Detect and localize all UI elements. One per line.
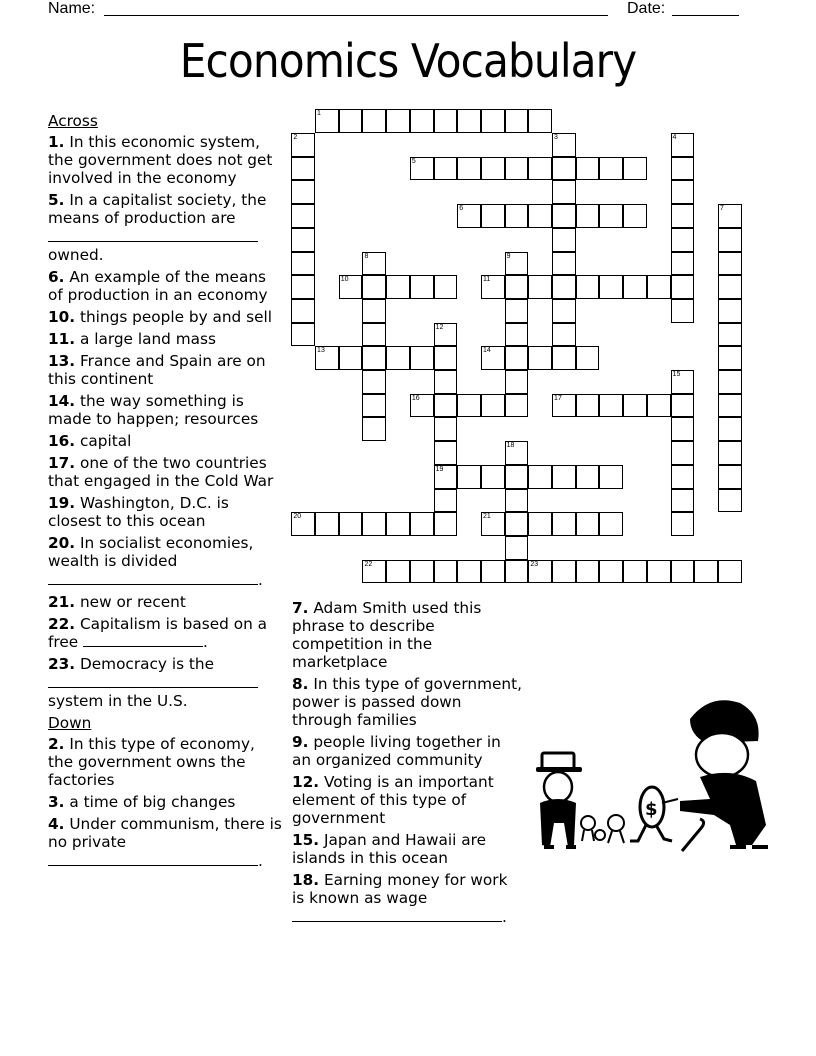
cell-number: 8 <box>364 252 369 260</box>
across-heading: Across <box>48 112 98 130</box>
crossword-cell[interactable] <box>434 275 458 299</box>
crossword-cell[interactable] <box>671 157 695 181</box>
down-clue-list-left <box>48 735 284 870</box>
crossword-cell[interactable] <box>505 489 529 513</box>
clue-number: 20. <box>48 534 76 552</box>
crossword-cell[interactable] <box>434 441 458 465</box>
crossword-cell[interactable] <box>576 394 600 418</box>
cell-number: 20 <box>293 513 302 521</box>
crossword-cell[interactable] <box>647 560 671 584</box>
crossword-cell[interactable] <box>315 109 339 133</box>
crossword-cell[interactable] <box>481 465 505 489</box>
crossword-cell[interactable] <box>505 560 529 584</box>
crossword-cell[interactable] <box>552 465 576 489</box>
clues-column-right <box>292 599 522 930</box>
crossword-cell[interactable] <box>434 512 458 536</box>
cell-number: 21 <box>482 513 491 521</box>
clue-number: 2. <box>48 735 65 753</box>
clue-item: 8. In this type of government, power is passed down through families <box>292 675 522 729</box>
businessmen-money-clipart-icon <box>530 695 770 855</box>
cell-number: 14 <box>482 347 491 355</box>
clue-number: 6. <box>48 268 65 286</box>
crossword-cell[interactable] <box>434 465 458 489</box>
crossword-cell[interactable] <box>434 109 458 133</box>
crossword-cell[interactable] <box>576 512 600 536</box>
crossword-cell[interactable] <box>362 512 386 536</box>
crossword-cell[interactable] <box>671 275 695 299</box>
crossword-cell[interactable] <box>457 204 481 228</box>
crossword-cell[interactable] <box>671 133 695 157</box>
crossword-cell[interactable] <box>718 346 742 370</box>
crossword-cell[interactable] <box>362 323 386 347</box>
crossword-cell[interactable] <box>552 157 576 181</box>
crossword-cell[interactable] <box>481 560 505 584</box>
crossword-cell[interactable] <box>457 109 481 133</box>
crossword-cell[interactable] <box>528 560 552 584</box>
crossword-cell[interactable] <box>718 275 742 299</box>
clue-number: 14. <box>48 392 76 410</box>
clue-item: 6. An example of the means of production in an economy <box>48 268 268 304</box>
clue-item: 11. a large land mass <box>48 330 216 348</box>
crossword-cell[interactable] <box>671 299 695 323</box>
crossword-cell[interactable] <box>386 346 410 370</box>
down-clue-list-right <box>292 599 522 926</box>
crossword-cell[interactable] <box>386 109 410 133</box>
clue-item: 20. In socialist economies, wealth is divided . <box>48 534 263 589</box>
cell-number: 6 <box>459 205 464 213</box>
crossword-cell[interactable] <box>434 417 458 441</box>
crossword-cell[interactable] <box>552 204 576 228</box>
cell-number: 10 <box>340 276 349 284</box>
crossword-cell[interactable] <box>505 394 529 418</box>
clue-number: 1. <box>48 133 65 151</box>
crossword-cell[interactable] <box>671 465 695 489</box>
crossword-cell[interactable] <box>291 275 315 299</box>
crossword-cell[interactable] <box>481 275 505 299</box>
answer-blank <box>48 673 258 688</box>
clue-item: 22. Capitalism is based on a free . <box>48 615 268 651</box>
crossword-cell[interactable] <box>362 370 386 394</box>
crossword-cell[interactable] <box>718 204 742 228</box>
clue-item: 2. In this type of economy, the government owns the factories <box>48 735 255 789</box>
clue-item: 16. capital <box>48 432 132 450</box>
crossword-cell[interactable] <box>552 299 576 323</box>
crossword-cell[interactable] <box>362 560 386 584</box>
cell-number: 2 <box>293 134 298 142</box>
clue-item: 13. France and Spain are on this continent <box>48 352 266 388</box>
crossword-cell[interactable] <box>623 275 647 299</box>
cell-number: 1 <box>317 110 321 118</box>
name-blank-line[interactable] <box>104 15 608 16</box>
crossword-cell[interactable] <box>291 133 315 157</box>
crossword-cell[interactable] <box>362 252 386 276</box>
date-blank-line[interactable] <box>672 15 739 16</box>
crossword-cell[interactable] <box>671 252 695 276</box>
crossword-cell[interactable] <box>528 157 552 181</box>
cell-number: 22 <box>364 560 373 568</box>
crossword-cell[interactable] <box>362 109 386 133</box>
cell-number: 15 <box>672 371 681 379</box>
crossword-cell[interactable] <box>528 109 552 133</box>
clue-item: 10. things people by and sell <box>48 308 273 326</box>
crossword-cell[interactable] <box>718 323 742 347</box>
crossword-cell[interactable] <box>410 346 434 370</box>
crossword-cell[interactable] <box>362 299 386 323</box>
crossword-cell[interactable] <box>505 157 529 181</box>
clue-number: 11. <box>48 330 76 348</box>
crossword-cell[interactable] <box>505 536 529 560</box>
crossword-cell[interactable] <box>718 370 742 394</box>
crossword-cell[interactable] <box>552 252 576 276</box>
crossword-cell[interactable] <box>671 370 695 394</box>
crossword-cell[interactable] <box>671 180 695 204</box>
crossword-cell[interactable] <box>505 299 529 323</box>
crossword-cell[interactable] <box>599 465 623 489</box>
crossword-cell[interactable] <box>623 394 647 418</box>
crossword-cell[interactable] <box>552 323 576 347</box>
crossword-cell[interactable] <box>410 109 434 133</box>
clue-number: 19. <box>48 494 76 512</box>
crossword-cell[interactable] <box>623 560 647 584</box>
clue-item: 1. In this economic system, the government does not get involved in the economy <box>48 133 273 187</box>
crossword-cell[interactable] <box>362 275 386 299</box>
clue-number: 21. <box>48 593 76 611</box>
crossword-cell[interactable] <box>599 394 623 418</box>
clue-item: 5. In a capitalist society, the means of production are owned. <box>48 191 267 264</box>
clue-number: 17. <box>48 454 76 472</box>
cell-number: 18 <box>506 442 515 450</box>
crossword-cell[interactable] <box>386 560 410 584</box>
cell-number: 19 <box>435 465 444 473</box>
crossword-cell[interactable] <box>315 346 339 370</box>
crossword-cell[interactable] <box>647 394 671 418</box>
crossword-cell[interactable] <box>410 560 434 584</box>
crossword-cell[interactable] <box>434 346 458 370</box>
clue-number: 7. <box>292 599 309 617</box>
crossword-cell[interactable] <box>291 252 315 276</box>
crossword-cell[interactable] <box>505 512 529 536</box>
crossword-cell[interactable] <box>671 394 695 418</box>
crossword-cell[interactable] <box>339 346 363 370</box>
svg-text:$: $ <box>645 799 658 820</box>
crossword-cell[interactable] <box>671 204 695 228</box>
crossword-cell[interactable] <box>410 512 434 536</box>
crossword-cell[interactable] <box>599 512 623 536</box>
clue-item: 7. Adam Smith used this phrase to describe competition in the marketplace <box>292 599 482 671</box>
crossword-cell[interactable] <box>694 560 718 584</box>
clue-number: 16. <box>48 432 76 450</box>
clue-item: 21. new or recent <box>48 593 186 611</box>
crossword-cell[interactable] <box>457 465 481 489</box>
crossword-cell[interactable] <box>718 489 742 513</box>
crossword-cell[interactable] <box>552 180 576 204</box>
crossword-cell[interactable] <box>505 204 529 228</box>
clue-item: 17. one of the two countries that engaged in the Cold War <box>48 454 274 490</box>
crossword-cell[interactable] <box>339 275 363 299</box>
crossword-cell[interactable] <box>505 252 529 276</box>
answer-blank <box>292 907 502 922</box>
crossword-cell[interactable] <box>576 275 600 299</box>
cell-number: 3 <box>554 134 558 142</box>
cell-number: 7 <box>719 205 724 213</box>
down-heading: Down <box>48 714 92 732</box>
crossword-cell[interactable] <box>671 441 695 465</box>
crossword-cell[interactable] <box>291 323 315 347</box>
answer-blank <box>48 570 258 585</box>
crossword-cell[interactable] <box>671 489 695 513</box>
crossword-cell[interactable] <box>671 560 695 584</box>
crossword-cell[interactable] <box>528 465 552 489</box>
crossword-cell[interactable] <box>552 133 576 157</box>
crossword-cell[interactable] <box>481 204 505 228</box>
clue-item: 4. Under communism, there is no private . <box>48 815 282 870</box>
crossword-cell[interactable] <box>599 560 623 584</box>
cell-number: 5 <box>411 157 416 165</box>
clue-number: 22. <box>48 615 76 633</box>
clue-item: 18. Earning money for work is known as wage . <box>292 871 508 926</box>
crossword-cell[interactable] <box>362 394 386 418</box>
clue-number: 9. <box>292 733 309 751</box>
clue-item: 15. Japan and Hawaii are islands in this ocean <box>292 831 487 867</box>
crossword-cell[interactable] <box>410 275 434 299</box>
crossword-cell[interactable] <box>528 204 552 228</box>
crossword-cell[interactable] <box>718 394 742 418</box>
crossword-cell[interactable] <box>434 394 458 418</box>
crossword-cell[interactable] <box>291 299 315 323</box>
crossword-cell[interactable] <box>481 157 505 181</box>
clue-number: 8. <box>292 675 309 693</box>
clue-number: 5. <box>48 191 65 209</box>
clue-number: 3. <box>48 793 65 811</box>
crossword-cell[interactable] <box>315 512 339 536</box>
cell-number: 4 <box>672 134 677 142</box>
crossword-cell[interactable] <box>481 346 505 370</box>
clue-number: 23. <box>48 655 76 673</box>
crossword-cell[interactable] <box>386 275 410 299</box>
crossword-cell[interactable] <box>552 394 576 418</box>
crossword-cell[interactable] <box>552 275 576 299</box>
crossword-cell[interactable] <box>457 157 481 181</box>
crossword-cell[interactable] <box>718 441 742 465</box>
crossword-cell[interactable] <box>671 512 695 536</box>
crossword-cell[interactable] <box>599 204 623 228</box>
crossword-cell[interactable] <box>481 394 505 418</box>
cell-number: 13 <box>317 347 325 355</box>
crossword-cell[interactable] <box>576 346 600 370</box>
crossword-cell[interactable] <box>718 299 742 323</box>
cell-number: 16 <box>411 394 420 402</box>
crossword-cell[interactable] <box>528 275 552 299</box>
crossword-cell[interactable] <box>291 157 315 181</box>
crossword-cell[interactable] <box>552 560 576 584</box>
crossword-cell[interactable] <box>528 346 552 370</box>
crossword-cell[interactable] <box>576 465 600 489</box>
clue-item: 9. people living together in an organized community <box>292 733 501 769</box>
crossword-cell[interactable] <box>528 512 552 536</box>
crossword-cell[interactable] <box>623 157 647 181</box>
clue-item: 23. Democracy is the system in the U.S. <box>48 655 284 710</box>
crossword-cell[interactable] <box>552 512 576 536</box>
crossword-cell[interactable] <box>457 394 481 418</box>
crossword-cell[interactable] <box>386 512 410 536</box>
crossword-cell[interactable] <box>362 346 386 370</box>
crossword-cell[interactable] <box>362 417 386 441</box>
crossword-cell[interactable] <box>647 275 671 299</box>
crossword-cell[interactable] <box>671 228 695 252</box>
crossword-cell[interactable] <box>410 157 434 181</box>
crossword-cell[interactable] <box>671 417 695 441</box>
crossword-grid <box>292 110 752 590</box>
crossword-cell[interactable] <box>552 228 576 252</box>
crossword-cell[interactable] <box>623 204 647 228</box>
clue-number: 12. <box>292 773 320 791</box>
clue-number: 15. <box>292 831 320 849</box>
page-title: Economics Vocabulary <box>179 34 637 88</box>
answer-blank <box>48 227 258 242</box>
cell-number: 11 <box>482 276 491 284</box>
cell-number: 23 <box>530 560 539 568</box>
clue-item: 3. a time of big changes <box>48 793 236 811</box>
clue-number: 13. <box>48 352 76 370</box>
crossword-cell[interactable] <box>505 275 529 299</box>
crossword-cell[interactable] <box>291 512 315 536</box>
crossword-cell[interactable] <box>505 323 529 347</box>
clue-number: 4. <box>48 815 65 833</box>
clue-item: 12. Voting is an important element of this type of government <box>292 773 494 827</box>
crossword-cell[interactable] <box>481 512 505 536</box>
crossword-cell[interactable] <box>599 275 623 299</box>
across-clue-list <box>48 133 284 710</box>
crossword-cell[interactable] <box>576 204 600 228</box>
name-label: Name: <box>48 0 96 17</box>
crossword-cell[interactable] <box>576 560 600 584</box>
answer-blank <box>83 633 203 647</box>
crossword-cell[interactable] <box>481 109 505 133</box>
answer-blank <box>48 851 258 866</box>
crossword-cell[interactable] <box>552 346 576 370</box>
crossword-cell[interactable] <box>434 489 458 513</box>
crossword-cell[interactable] <box>718 417 742 441</box>
crossword-cell[interactable] <box>339 512 363 536</box>
crossword-cell[interactable] <box>505 109 529 133</box>
crossword-cell[interactable] <box>505 370 529 394</box>
crossword-cell[interactable] <box>505 465 529 489</box>
clue-number: 18. <box>292 871 320 889</box>
cell-number: 12 <box>435 323 444 331</box>
cell-number: 9 <box>506 252 511 260</box>
crossword-cell[interactable] <box>718 252 742 276</box>
cell-number: 17 <box>554 394 562 402</box>
crossword-cell[interactable] <box>599 157 623 181</box>
crossword-cell[interactable] <box>434 157 458 181</box>
crossword-cell[interactable] <box>434 370 458 394</box>
crossword-cell[interactable] <box>291 180 315 204</box>
crossword-cell[interactable] <box>576 157 600 181</box>
crossword-cell[interactable] <box>339 109 363 133</box>
date-label: Date: <box>627 0 666 17</box>
crossword-cell[interactable] <box>718 228 742 252</box>
crossword-cell[interactable] <box>718 560 742 584</box>
crossword-cell[interactable] <box>505 346 529 370</box>
crossword-cell[interactable] <box>457 560 481 584</box>
crossword-cell[interactable] <box>718 465 742 489</box>
crossword-cell[interactable] <box>505 441 529 465</box>
crossword-cell[interactable] <box>291 228 315 252</box>
clue-number: 10. <box>48 308 76 326</box>
crossword-cell[interactable] <box>291 204 315 228</box>
crossword-cell[interactable] <box>410 394 434 418</box>
clues-column-left <box>48 112 284 874</box>
clue-item: 14. the way something is made to happen; resources <box>48 392 259 428</box>
crossword-cell[interactable] <box>434 323 458 347</box>
crossword-cell[interactable] <box>434 560 458 584</box>
clue-item: 19. Washington, D.C. is closest to this ocean <box>48 494 229 530</box>
